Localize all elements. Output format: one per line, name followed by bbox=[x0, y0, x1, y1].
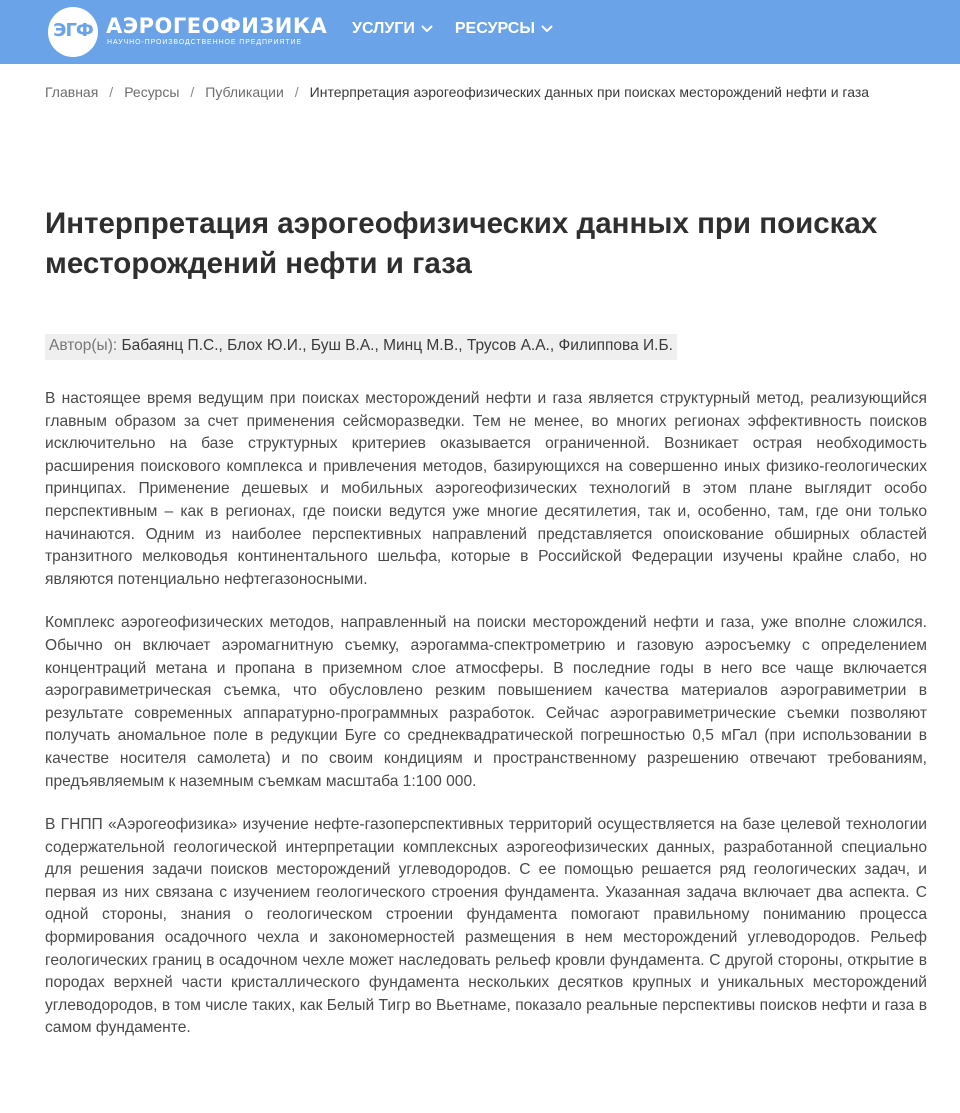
logo-subtitle: НАУЧНО-ПРОИЗВОДСТВЕННОЕ ПРЕДПРИЯТИЕ bbox=[107, 39, 303, 46]
chevron-down-icon bbox=[541, 25, 553, 33]
authors-line bbox=[45, 334, 677, 360]
authors-names: Бабаянц П.С., Блох Ю.И., Буш В.А., Минц М.В., Трусов А.А., Филиппова И.Б. bbox=[121, 337, 673, 354]
chevron-down-icon bbox=[421, 25, 433, 33]
breadcrumb bbox=[45, 84, 960, 104]
logo-name: АЭРОГЕОФИЗИКА bbox=[106, 14, 328, 38]
article-paragraph: Комплекс аэрогеофизических методов, направленный на поиски месторождений нефти и газа, уже вполне сложился. Обычно он включает аэромагнитную съемку, аэрогамма-спектрометрию и газовую аэросъемку с определением концентраций метана и пропана в приземном слое атмосферы. В последние годы в него все чаще включается аэрогравиметрическая съемка, что обусловлено резким повышением качества материалов аэрогравиметрии в результате современных аппаратурно-программных разработок. Сейчас аэрогравиметрические съемки позволяют получать аномальное поле в редукции Буге со среднеквадратической погрешностью 0,5 мГал (при использовании в качестве носителя самолета) и по своим кондициям и пространственному разрешению отвечают требованиям, предъявляемым к наземным съемкам масштаба 1:100 000. bbox=[45, 614, 927, 790]
breadcrumb-link-resources[interactable]: Ресурсы bbox=[124, 84, 180, 100]
breadcrumb-link-publications[interactable]: Публикации bbox=[205, 84, 284, 100]
breadcrumb-link-home[interactable]: Главная bbox=[45, 84, 99, 100]
article-body bbox=[45, 388, 927, 1061]
breadcrumb-separator: / bbox=[109, 84, 114, 100]
site-header bbox=[0, 0, 960, 64]
article-paragraph: В настоящее время ведущим при поисках месторождений нефти и газа является структурный метод, реализующийся главным образом за счет применения сейсморазведки. Тем не менее, во многих регионах эффективность поисков исключительно на базе структурных критериев оказывается ограниченной. Возникает острая необходимость расширения поискового комплекса и привлечения методов, базирующихся на совершенно иных физико-геологических принципах. Применение дешевых и мобильных аэрогеофизических технологий в этом плане выглядит особо перспективным – как в регионах, где поиски ведутся уже многие десятилетия, так и, особенно, там, где они только начинаются. Одним из наиболее перспективных направлений представляется опоискование обширных областей транзитного мелководья континентального шельфа, которые в Российской Федерации изучены крайне слабо, но являются потенциально нефтегазоносными. bbox=[45, 390, 927, 588]
breadcrumb-separator: / bbox=[190, 84, 195, 100]
main-nav bbox=[352, 20, 553, 38]
breadcrumb-separator: / bbox=[294, 84, 299, 100]
breadcrumb-current: Интерпретация аэрогеофизических данных при поисках месторождений нефти и газа bbox=[309, 84, 870, 100]
logo-mark-icon bbox=[48, 7, 98, 57]
authors-label: Автор(ы): bbox=[49, 337, 118, 354]
site-logo[interactable] bbox=[46, 6, 326, 58]
nav-item-label: УСЛУГИ bbox=[352, 20, 415, 37]
nav-item-services[interactable] bbox=[352, 20, 433, 38]
logo-mark-text: ЭГФ bbox=[53, 20, 93, 41]
article-paragraph: В ГНПП «Аэрогеофизика» изучение нефте-газоперспективных территорий осуществляется на базе целевой технологии содержательной геологической интерпретации комплексных аэрогеофизических данных, разработанной специально для решения задачи поисков месторождений углеводородов. С ее помощью решается ряд геологических задач, и первая из них связана с изучением геологического строения фундамента. Указанная задача включает два аспекта. С одной стороны, знания о геологическом строении фундамента помогают правильному пониманию процесса формирования осадочного чехла и закономерностей размещения в нем месторождений углеводородов. Рельеф геологических границ в осадочном чехле может наследовать рельеф кровли фундамента. С другой стороны, открытие в породах верхней части кристаллического фундамента нескольких десятков крупных и уникальных месторождений углеводородов, в том числе таких, как Белый Тигр во Вьетнаме, показало реальные перспективы поисков нефти и газа в самом фундаменте. bbox=[45, 816, 927, 1037]
nav-item-resources[interactable] bbox=[455, 20, 553, 38]
nav-item-label: РЕСУРСЫ bbox=[454, 20, 535, 37]
page-title: Интерпретация аэрогеофизических данных при поисках месторождений нефти и газа bbox=[45, 207, 878, 280]
